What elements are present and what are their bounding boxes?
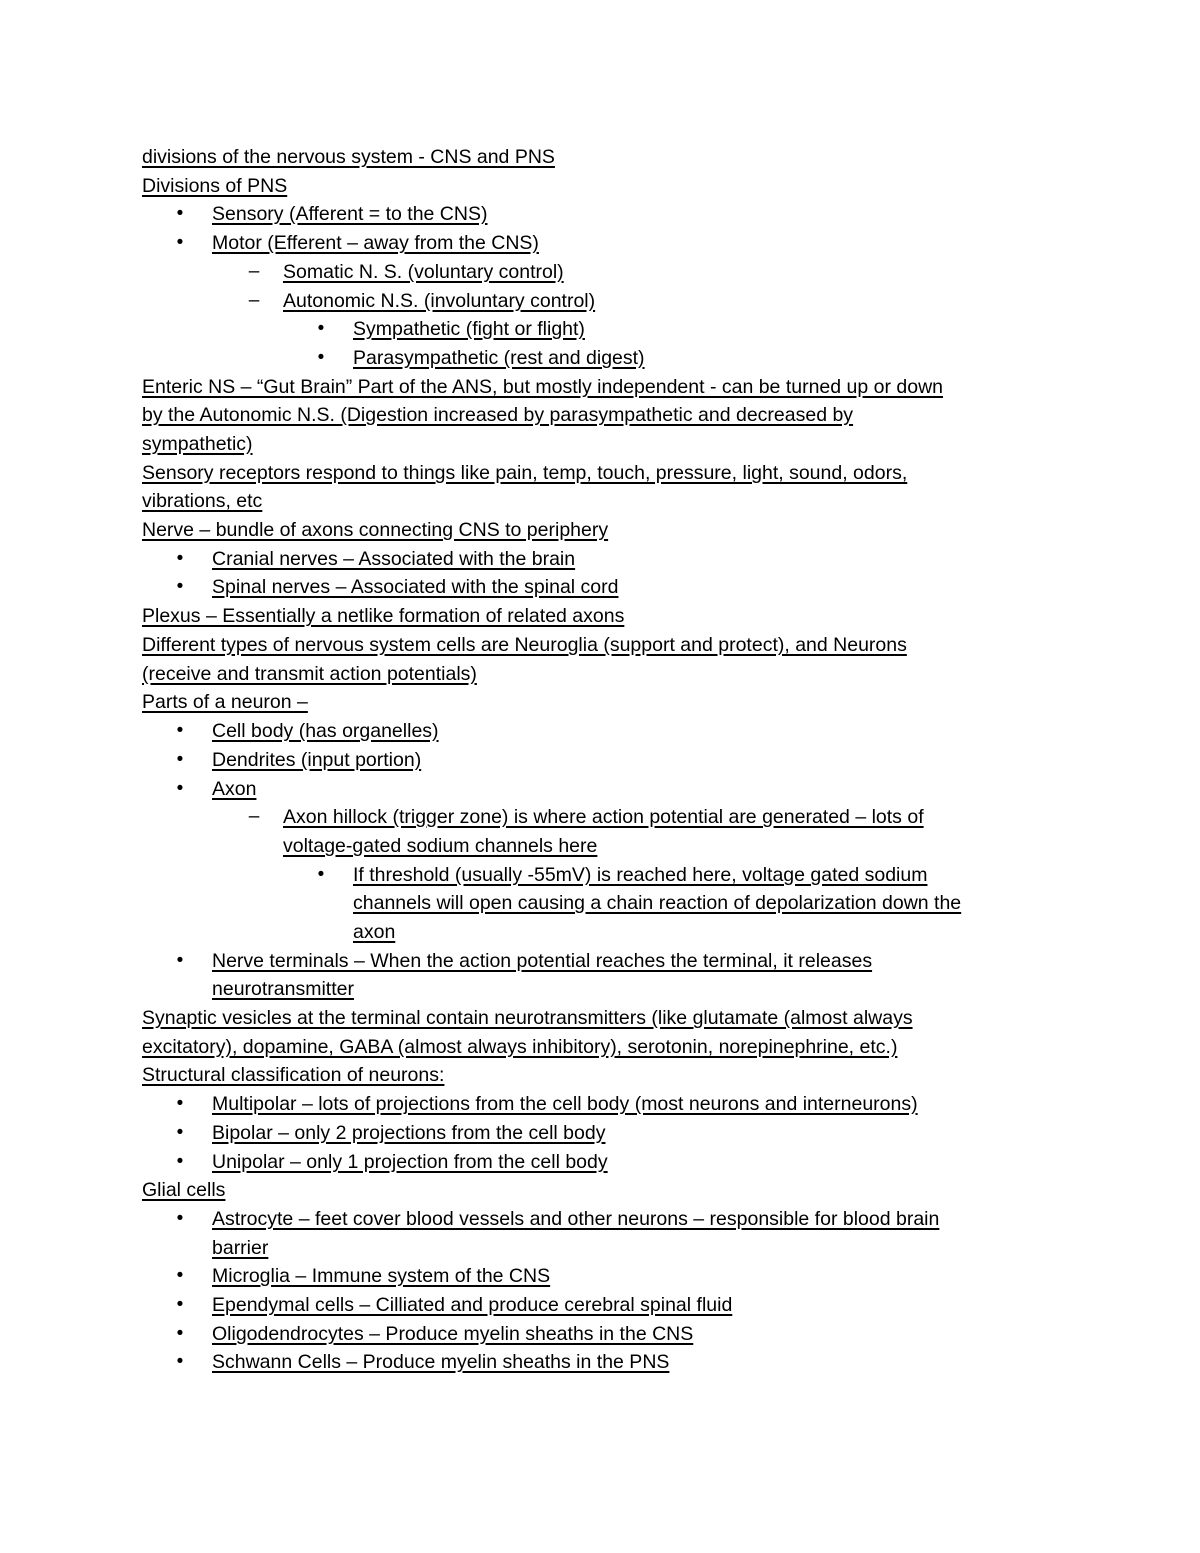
list-item-continuation: voltage-gated sodium channels here — [283, 835, 598, 857]
dash-icon: – — [248, 290, 260, 311]
list-item: Axon hillock (trigger zone) is where action potential are generated – lots of — [283, 806, 924, 828]
text-line: Glial cells — [142, 1179, 226, 1201]
list-item: Cranial nerves – Associated with the brain — [212, 548, 576, 570]
text-line: divisions of the nervous system - CNS and PNS — [142, 146, 555, 168]
list-item: Sympathetic (fight or flight) — [353, 318, 585, 340]
bullet-icon: • — [317, 347, 325, 368]
heading-pns-divisions: Divisions of PNS — [142, 175, 288, 197]
text-line: excitatory), dopamine, GABA (almost always inhibitory), serotonin, norepinephrine, etc.) — [142, 1036, 898, 1058]
bullet-icon: • — [176, 576, 184, 597]
text-line: Different types of nervous system cells are Neuroglia (support and protect), and Neurons — [142, 634, 907, 656]
list-item: Multipolar – lots of projections from the cell body (most neurons and interneurons) — [212, 1093, 918, 1115]
list-item: Cell body (has organelles) — [212, 720, 439, 742]
bullet-icon: • — [176, 1208, 184, 1229]
list-item: Oligodendrocytes – Produce myelin sheaths in the CNS — [212, 1323, 694, 1345]
text-line: Plexus – Essentially a netlike formation of related axons — [142, 605, 625, 627]
text-line: Synaptic vesicles at the terminal contain neurotransmitters (like glutamate (almost always — [142, 1007, 913, 1029]
list-item: Autonomic N.S. (involuntary control) — [283, 290, 596, 312]
text-line: Structural classification of neurons: — [142, 1064, 445, 1086]
bullet-icon: • — [176, 749, 184, 770]
list-item: Somatic N. S. (voluntary control) — [283, 261, 564, 283]
list-item: Motor (Efferent – away from the CNS) — [212, 232, 539, 254]
bullet-icon: • — [176, 1323, 184, 1344]
text-line: vibrations, etc — [142, 490, 263, 512]
bullet-icon: • — [176, 1294, 184, 1315]
bullet-icon: • — [176, 1265, 184, 1286]
list-item: Unipolar – only 1 projection from the cell body — [212, 1151, 608, 1173]
list-item-continuation: axon — [353, 921, 396, 943]
list-item-continuation: barrier — [212, 1237, 269, 1259]
dash-icon: – — [248, 261, 260, 282]
bullet-icon: • — [176, 1351, 184, 1372]
list-item: Axon — [212, 778, 257, 800]
text-line: Sensory receptors respond to things like pain, temp, touch, pressure, light, sound, odors, — [142, 462, 908, 484]
bullet-icon: • — [176, 778, 184, 799]
list-item: Nerve terminals – When the action potential reaches the terminal, it releases — [212, 950, 873, 972]
bullet-icon: • — [176, 1093, 184, 1114]
bullet-icon: • — [176, 1122, 184, 1143]
text-line: sympathetic) — [142, 433, 253, 455]
list-item: Ependymal cells – Cilliated and produce cerebral spinal fluid — [212, 1294, 733, 1316]
bullet-icon: • — [176, 950, 184, 971]
bullet-icon: • — [176, 548, 184, 569]
list-item: Bipolar – only 2 projections from the cell body — [212, 1122, 606, 1144]
bullet-icon: • — [317, 318, 325, 339]
list-item: Dendrites (input portion) — [212, 749, 422, 771]
list-item-continuation: channels will open causing a chain reaction of depolarization down the — [353, 892, 962, 914]
list-item: If threshold (usually -55mV) is reached here, voltage gated sodium — [353, 864, 928, 886]
list-item: Schwann Cells – Produce myelin sheaths in the PNS — [212, 1351, 670, 1373]
list-item: Spinal nerves – Associated with the spinal cord — [212, 576, 619, 598]
text-line: by the Autonomic N.S. (Digestion increased by parasympathetic and decreased by — [142, 404, 854, 426]
text-line: Enteric NS – “Gut Brain” Part of the ANS, but mostly independent - can be turned up or down — [142, 376, 944, 398]
bullet-icon: • — [176, 1151, 184, 1172]
bullet-icon: • — [176, 720, 184, 741]
list-item: Microglia – Immune system of the CNS — [212, 1265, 551, 1287]
list-item: Sensory (Afferent = to the CNS) — [212, 203, 488, 225]
list-item: Parasympathetic (rest and digest) — [353, 347, 645, 369]
list-item-continuation: neurotransmitter — [212, 978, 354, 1000]
list-item: Astrocyte – feet cover blood vessels and other neurons – responsible for blood brain — [212, 1208, 940, 1230]
bullet-icon: • — [176, 232, 184, 253]
bullet-icon: • — [176, 203, 184, 224]
text-line: (receive and transmit action potentials) — [142, 663, 477, 685]
dash-icon: – — [248, 806, 260, 827]
text-line: Nerve – bundle of axons connecting CNS to periphery — [142, 519, 609, 541]
bullet-icon: • — [317, 864, 325, 885]
text-line: Parts of a neuron – — [142, 691, 308, 713]
